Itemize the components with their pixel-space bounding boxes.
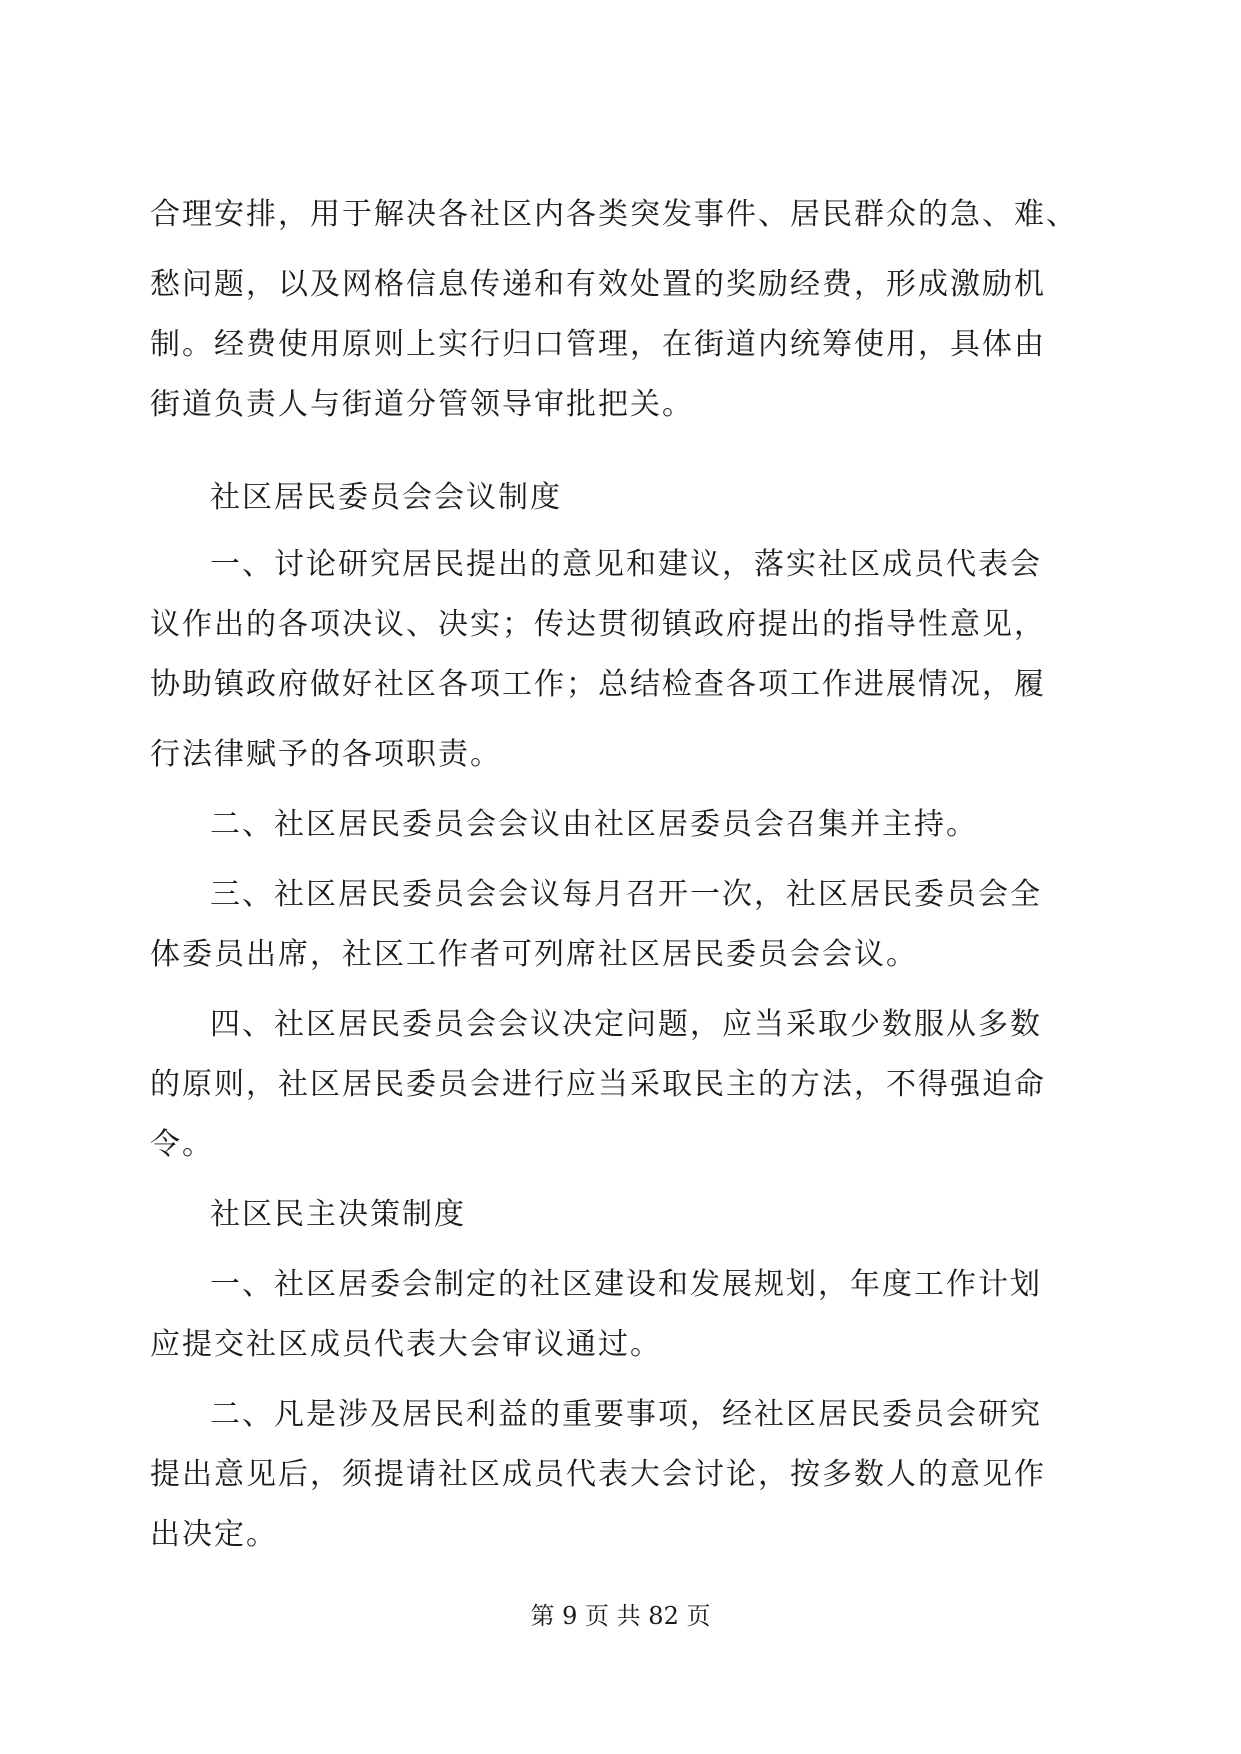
page-footer: 第 9 页 共 82 页 [530,1602,711,1630]
text-line: 应提交社区成员代表大会审议通过。 [150,1327,662,1362]
text-line: 提出意见后，须提请社区成员代表大会讨论，按多数人的意见作 [150,1457,1046,1492]
text-line: 四、社区居民委员会会议决定问题，应当采取少数服从多数 [210,1007,1042,1042]
body-line [0,805,1241,845]
body-line [0,385,1241,425]
text-line: 议作出的各项决议、决实；传达贯彻镇政府提出的指导性意见， [150,607,1046,642]
body-line [0,325,1241,365]
text-line: 二、凡是涉及居民利益的重要事项，经社区居民委员会研究 [210,1397,1042,1432]
body-line [0,265,1241,305]
text-line: 街道负责人与街道分管领导审批把关。 [150,387,694,422]
text-line: 令。 [150,1127,214,1162]
body-line [0,1065,1241,1105]
text-line: 协助镇政府做好社区各项工作；总结检查各项工作进展情况，履 [150,667,1046,702]
body-line [0,605,1241,645]
body-line [0,1325,1241,1365]
body-line [0,1125,1241,1165]
body-line [0,875,1241,915]
body-line [0,735,1241,775]
text-line: 二、社区居民委员会会议由社区居委员会召集并主持。 [210,807,978,842]
text-line: 制。经费使用原则上实行归口管理，在街道内统筹使用，具体由 [150,327,1046,362]
text-line: 一、讨论研究居民提出的意见和建议，落实社区成员代表会 [210,547,1042,582]
text-line: 合理安排，用于解决各社区内各类突发事件、居民群众的急、难、 [150,197,1078,232]
text-line: 行法律赋予的各项职责。 [150,737,502,772]
text-line: 三、社区居民委员会会议每月召开一次，社区居民委员会全 [210,877,1042,912]
section-heading [0,1195,1241,1235]
body-line [0,545,1241,585]
text-line: 体委员出席，社区工作者可列席社区居民委员会会议。 [150,937,918,972]
body-line [0,935,1241,975]
section-heading [0,478,1241,518]
body-line [0,1455,1241,1495]
heading-text: 社区居民委员会会议制度 [210,480,562,515]
text-line: 出决定。 [150,1517,278,1552]
body-line [0,1005,1241,1045]
heading-text: 社区民主决策制度 [210,1197,466,1232]
text-line: 一、社区居委会制定的社区建设和发展规划，年度工作计划 [210,1267,1042,1302]
body-line [0,1395,1241,1435]
body-line [0,665,1241,705]
body-line [0,1515,1241,1555]
body-line [0,195,1241,235]
body-line [0,1265,1241,1305]
text-line: 的原则，社区居民委员会进行应当采取民主的方法，不得强迫命 [150,1067,1046,1102]
text-line: 愁问题，以及网格信息传递和有效处置的奖励经费，形成激励机 [150,267,1046,302]
